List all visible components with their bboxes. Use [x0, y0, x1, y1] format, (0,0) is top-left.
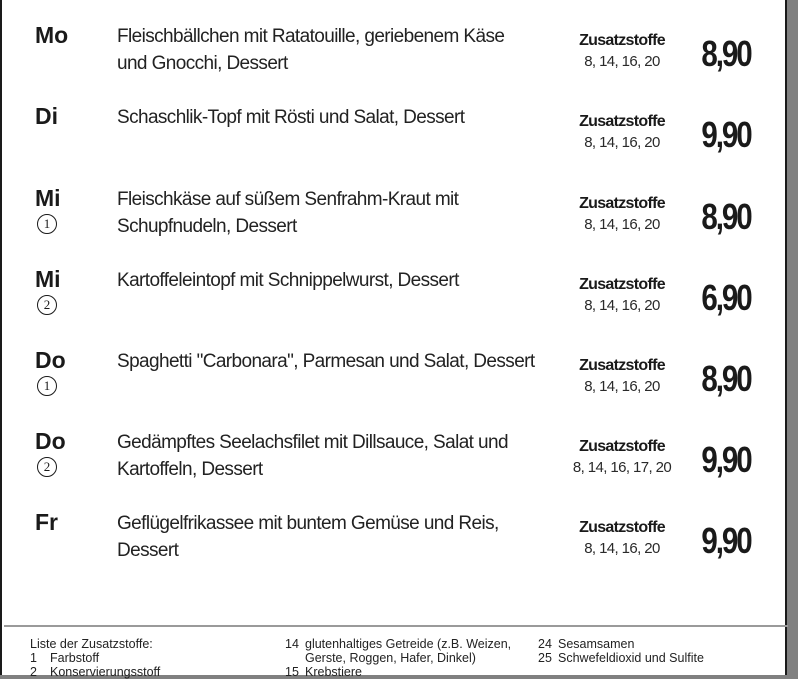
legend-column-2	[285, 637, 511, 679]
legend-entry: 14 glutenhaltiges Getreide (z.B. Weizen,	[285, 637, 512, 651]
dish-description: Spaghetti "Carbonara", Parmesan und Salat, Dessert	[117, 351, 535, 372]
additives-info	[562, 517, 682, 559]
additives-codes: 8, 14, 16, 20	[584, 134, 660, 151]
day-label: Mi	[35, 266, 61, 292]
additives-info	[562, 30, 682, 72]
price: 8,90	[701, 196, 751, 237]
dish-description: Geflügelfrikassee mit buntem Gemüse und Reis, Dessert	[117, 513, 499, 561]
price: 9,90	[701, 439, 751, 480]
menu-row-do-1	[2, 347, 789, 417]
variant-circled-number: 1	[37, 376, 57, 396]
additives-codes: 8, 14, 16, 20	[584, 540, 660, 557]
menu-row-mi-2	[2, 266, 789, 336]
day-label: Fr	[35, 509, 58, 535]
price: 8,90	[701, 358, 751, 399]
additives-label: Zusatzstoffe	[579, 357, 665, 374]
footer-divider	[4, 625, 789, 627]
dish-description: Fleischkäse auf süßem Senfrahm-Kraut mit Schupfnudeln, Dessert	[117, 189, 459, 237]
menu-row-di	[2, 103, 789, 173]
dish-description: Gedämpftes Seelachsfilet mit Dillsauce, Salat und Kartoffeln, Dessert	[117, 432, 508, 480]
additives-label: Zusatzstoffe	[579, 113, 665, 130]
menu-row-mo	[2, 22, 789, 92]
legend-title: Liste der Zusatzstoffe:	[30, 637, 153, 651]
legend-entry: 1 Farbstoff	[30, 651, 100, 665]
additives-codes: 8, 14, 16, 20	[584, 297, 660, 314]
price: 9,90	[701, 520, 751, 561]
dish-description: Schaschlik-Topf mit Rösti und Salat, Dessert	[117, 107, 465, 128]
price: 8,90	[701, 33, 751, 74]
additives-codes: 8, 14, 16, 20	[584, 378, 660, 395]
price: 6,90	[701, 277, 751, 318]
day-label: Do	[35, 347, 66, 373]
day-label: Di	[35, 103, 58, 129]
menu-row-mi-1	[2, 185, 789, 255]
window-frame-edge	[788, 0, 798, 675]
variant-circled-number: 2	[37, 457, 57, 477]
day-label: Mo	[35, 22, 69, 48]
variant-circled-number: 1	[37, 214, 57, 234]
additives-label: Zusatzstoffe	[579, 32, 665, 49]
additives-info	[562, 436, 682, 478]
additives-codes: 8, 14, 16, 20	[584, 216, 660, 233]
menu-row-fr	[2, 509, 789, 579]
additives-info	[562, 355, 682, 397]
day-label: Mi	[35, 185, 61, 211]
legend-entry-continuation: Gerste, Roggen, Hafer, Dinkel)	[305, 651, 476, 665]
legend-column-1	[30, 637, 160, 679]
day-label: Do	[35, 428, 66, 454]
additives-label: Zusatzstoffe	[579, 519, 665, 536]
legend-column-3	[538, 637, 704, 665]
additives-codes: 8, 14, 16, 20	[584, 53, 660, 70]
legend-entry: 24 Sesamsamen	[538, 637, 635, 651]
additives-label: Zusatzstoffe	[579, 438, 665, 455]
additives-info	[562, 193, 682, 235]
dish-description: Kartoffeleintopf mit Schnippelwurst, Dessert	[117, 270, 459, 291]
dish-description: Fleischbällchen mit Ratatouille, geriebenem Käse und Gnocchi, Dessert	[117, 26, 505, 74]
price: 9,90	[701, 114, 751, 155]
variant-circled-number: 2	[37, 295, 57, 315]
legend-entry: 15 Krebstiere	[285, 665, 362, 679]
legend-entry: 25 Schwefeldioxid und Sulfite	[538, 651, 704, 665]
additives-info	[562, 274, 682, 316]
additives-label: Zusatzstoffe	[579, 195, 665, 212]
additives-info	[562, 111, 682, 153]
additives-codes: 8, 14, 16, 17, 20	[572, 459, 672, 476]
legend-entry: 2 Konservierungsstoff	[30, 665, 161, 679]
additives-label: Zusatzstoffe	[579, 276, 665, 293]
menu-row-do-2	[2, 428, 789, 498]
